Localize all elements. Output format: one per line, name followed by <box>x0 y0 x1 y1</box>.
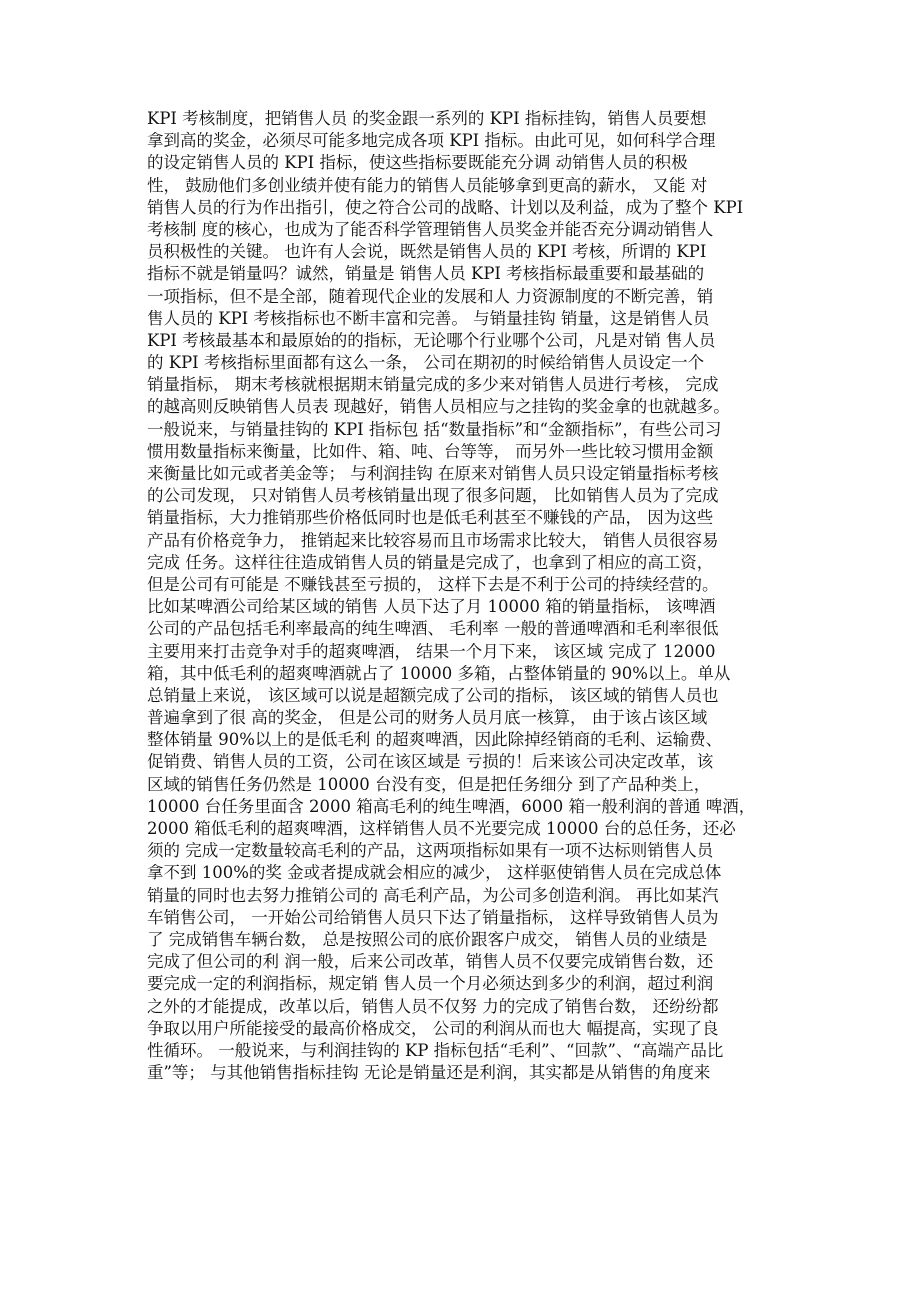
text-line: 惯用数量指标来衡量，比如件、箱、吨、台等等， 而另外一些比较习惯用金额 <box>147 441 714 461</box>
text-line: 销售人员的行为作出指引，使之符合公司的战略、计划以及利益，成为了整个 KPI <box>147 197 744 217</box>
text-line: 性， 鼓励他们多创业绩并使有能力的销售人员能够拿到更高的薪水， 又能 对 <box>147 175 708 195</box>
text-line: 争取以用户所能接受的最高价格成交， 公司的利润从而也大 幅提高，实现了良 <box>147 1018 719 1038</box>
text-line: 一项指标，但不是全部，随着现代企业的发展和人 力资源制度的不断完善，销 <box>147 286 714 306</box>
document-body <box>147 108 797 1084</box>
text-line: 的公司发现， 只对销售人员考核销量出现了很多问题， 比如销售人员为了完成 <box>147 486 719 506</box>
text-line: 了 完成销售车辆台数， 总是按照公司的底价跟客户成交， 销售人员的业绩是 <box>147 929 708 949</box>
text-line: 促销费、销售人员的工资，公司在该区域是 亏损的！后来该公司决定改革，该 <box>147 752 714 772</box>
text-line: 销量指标，大力推销那些价格低同时也是低毛利甚至不赚钱的产品， 因为这些 <box>147 508 714 528</box>
text-line: 销量指标， 期末考核就根据期末销量完成的多少来对销售人员进行考核， 完成 <box>147 375 719 395</box>
text-line: 箱，其中低毛利的超爽啤酒就占了 10000 多箱，占整体销量的 90%以上。单从 <box>147 663 731 683</box>
text-line: 一般说来，与销量挂钩的 KPI 指标包 括“数量指标”和“金额指标”，有些公司习 <box>147 419 722 439</box>
text-line: 售人员的 KPI 考核指标也不断丰富和完善。 与销量挂钩 销量，这是销售人员 <box>147 308 710 328</box>
text-line: 2000 箱低毛利的超爽啤酒，这样销售人员不光要完成 10000 台的总任务，还必 <box>147 819 736 838</box>
text-line: 区域的销售任务仍然是 10000 台没有变，但是把任务细分 到了产品种类上， <box>147 774 711 794</box>
text-line: 产品有价格竞争力， 推销起来比较容易而且市场需求比较大， 销售人员很容易 <box>147 530 719 550</box>
text-line: 10000 台任务里面含 2000 箱高毛利的纯生啤酒，6000 箱一般利润的普通 啤酒， <box>147 796 756 816</box>
text-line: KPI 考核制度，把销售人员 的奖金跟一系列的 KPI 指标挂钩，销售人员要想 <box>147 109 707 128</box>
text-line: 的设定销售人员的 KPI 指标，使这些指标要既能充分调 动销售人员的积极 <box>147 153 688 173</box>
text-line: 完成了但公司的利 润一般，后来公司改革，销售人员不仅要完成销售台数，还 <box>147 952 714 972</box>
text-line: 重”等； 与其他销售指标挂钩 无论是销量还是利润，其实都是从销售的角度来 <box>147 1063 711 1083</box>
text-line: 考核制 度的核心，也成为了能否科学管理销售人员奖金并能否充分调动销售人 <box>147 219 714 239</box>
text-line: 拿到高的奖金，必须尽可能多地完成各项 KPI 指标。由此可见，如何科学合理 <box>147 131 716 151</box>
text-line: 之外的才能提成，改革以后，销售人员不仅努 力的完成了销售台数， 还纷纷都 <box>147 996 719 1016</box>
text-line: 车销售公司， 一开始公司给销售人员只下达了销量指标， 这样导致销售人员为 <box>147 907 719 927</box>
text-line: 员积极性的关键。 也许有人会说，既然是销售人员的 KPI 考核，所谓的 KPI <box>147 242 707 262</box>
text-line: 完成 任务。这样往往造成销售人员的销量是完成了，也拿到了相应的高工资， <box>147 552 714 572</box>
text-line: 的越高则反映销售人员表 现越好，销售人员相应与之挂钩的奖金拿的也就越多。 <box>147 397 730 417</box>
text-line: 须的 完成一定数量较高毛利的产品，这两项指标如果有一项不达标则销售人员 <box>147 841 714 861</box>
text-line: 普遍拿到了很 高的奖金， 但是公司的财务人员月底一核算， 由于该占该区域 <box>147 708 708 728</box>
text-line: 销量的同时也去努力推销公司的 高毛利产品，为公司多创造利润。 再比如某汽 <box>147 885 719 905</box>
text-line: 比如某啤酒公司给某区域的销售 人员下达了月 10000 箱的销量指标， 该啤酒 <box>147 597 716 617</box>
text-line: 来衡量比如元或者美金等； 与利润挂钩 在原来对销售人员只设定销量指标考核 <box>147 464 719 483</box>
text-line: 整体销量 90%以上的是低毛利 的超爽啤酒，因此除掉经销商的毛利、运输费、 <box>147 730 723 750</box>
text-line: 总销量上来说， 该区域可以说是超额完成了公司的指标， 该区域的销售人员也 <box>147 685 719 705</box>
text-line: 性循环。 一般说来，与利润挂钩的 KP 指标包括“毛利”、“回款”、“高端产品比 <box>147 1040 724 1060</box>
text-line: 公司的产品包括毛利率最高的纯生啤酒、 毛利率 一般的普通啤酒和毛利率很低 <box>147 619 719 639</box>
text-line: KPI 考核最基本和最原始的的指标，无论哪个行业哪个公司，凡是对销 售人员 <box>147 330 716 350</box>
text-line: 要完成一定的利润指标，规定销 售人员一个月必须达到多少的利润，超过利润 <box>147 974 714 994</box>
text-line: 但是公司有可能是 不赚钱甚至亏损的， 这样下去是不利于公司的持续经营的。 <box>147 574 719 594</box>
text-line: 的 KPI 考核指标里面都有这么一条， 公司在期初的时候给销售人员设定一个 <box>147 353 705 373</box>
text-line: 主要用来打击竞争对手的超爽啤酒， 结果一个月下来， 该区域 完成了 12000 <box>147 641 716 661</box>
text-line: 指标不就是销量吗？诚然，销量是 销售人员 KPI 考核指标最重要和最基础的 <box>147 264 705 284</box>
text-line: 拿不到 100%的奖 金或者提成就会相应的减少， 这样驱使销售人员在完成总体 <box>147 863 722 883</box>
